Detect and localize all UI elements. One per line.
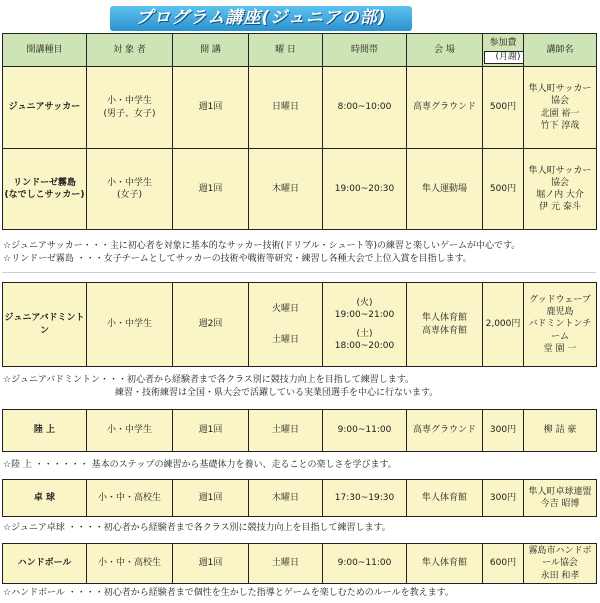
row-target: 小・中学生 — [87, 410, 173, 452]
header-day: 曜 日 — [249, 34, 323, 67]
row-venue: 隼人体育館 高専体育館 — [407, 283, 483, 367]
row-time: (火) 19:00~21:00 (土) 18:00~20:00 — [323, 283, 407, 367]
note-lindose: ☆リンドーゼ霧島 ・・・女子チームとしてサッカーの技術や戦術等研究・練習し各種大会で上位入賞を目指します。 — [3, 254, 472, 264]
table-row — [3, 544, 597, 584]
table-row — [3, 480, 597, 517]
row-fee: 2,000円 — [483, 283, 524, 367]
row-sessions: 週1回 — [173, 410, 249, 452]
row-type: ジュニアバドミントン — [3, 283, 87, 367]
row-type: リンドーゼ霧島 (なでしこサッカー) — [3, 149, 87, 230]
row-type: 卓 球 — [3, 480, 87, 517]
row-target: 小・中・高校生 — [87, 544, 173, 584]
note-athletics: ☆陸 上 ・・・・・・ 基本のステップの練習から基礎体力を養い、走ることの楽しさを学びます。 — [3, 460, 397, 470]
row-sessions: 週1回 — [173, 67, 249, 149]
program-table-2 — [2, 282, 597, 367]
row-venue: 隼人体育館 — [407, 480, 483, 517]
row-instructor: 隼人町サッカー協会 北園 裕一 竹下 淳哉 — [524, 67, 597, 149]
row-day: 日曜日 — [249, 67, 323, 149]
row-fee: 300円 — [483, 480, 524, 517]
row-time: 17:30~19:30 — [323, 480, 407, 517]
header-type: 開講種目 — [3, 34, 87, 67]
program-table-1 — [2, 33, 597, 230]
row-day: 火曜日 土曜日 — [249, 283, 323, 367]
row-target: 小・中学生 — [87, 283, 173, 367]
header-fee-top: 参加費 — [489, 37, 517, 48]
row-instructor: 隼人町卓球連盟 今吉 昭博 — [524, 480, 597, 517]
row-venue: 高専グラウンド — [407, 410, 483, 452]
row-time: 8:00~10:00 — [323, 67, 407, 149]
row-sessions: 週1回 — [173, 544, 249, 584]
row-venue: 隼人運動場 — [407, 149, 483, 230]
row-time: 9:00~11:00 — [323, 544, 407, 584]
row-type: 陸 上 — [3, 410, 87, 452]
row-time: 9:00~11:00 — [323, 410, 407, 452]
row-day: 木曜日 — [249, 480, 323, 517]
program-table-4 — [2, 479, 597, 517]
row-sessions: 週2回 — [173, 283, 249, 367]
row-instructor: グッドウェーブ鹿児島 バドミントンチーム 堂 園 一 — [524, 283, 597, 367]
row-sessions: 週1回 — [173, 480, 249, 517]
note-handball: ☆ハンドボール ・・・・初心者から経験者まで個性を生かした指導とゲームを楽しむためのルールを教えます。 — [3, 588, 454, 598]
row-fee: 600円 — [483, 544, 524, 584]
table-row — [3, 410, 597, 452]
row-target: 小・中学生 (男子、女子) — [87, 67, 173, 149]
divider — [2, 272, 596, 273]
row-venue: 高専グラウンド — [407, 67, 483, 149]
table-row — [3, 67, 597, 149]
program-table-5 — [2, 543, 597, 584]
page-title: プログラム講座(ジュニアの部) — [135, 8, 387, 28]
row-instructor: 霧島市ハンドボール協会 永田 和孝 — [524, 544, 597, 584]
note-badminton-2: 練習・技術練習は全国・県大会で活躍している実業団選手を中心に行ないます。 — [115, 388, 439, 398]
header-instructor: 講師名 — [524, 34, 597, 67]
table-row — [3, 149, 597, 230]
row-day: 木曜日 — [249, 149, 323, 230]
row-instructor: 隼人町サッカー協会 堀ノ内 大介 伊 元 泰斗 — [524, 149, 597, 230]
row-fee: 500円 — [483, 67, 524, 149]
row-instructor: 柳 詰 豪 — [524, 410, 597, 452]
program-table-3 — [2, 409, 597, 452]
header-sessions: 開 講 — [173, 34, 249, 67]
header-row — [3, 34, 597, 67]
table-row — [3, 283, 597, 367]
row-venue: 隼人体育館 — [407, 544, 483, 584]
header-target: 対 象 者 — [87, 34, 173, 67]
note-soccer: ☆ジュニアサッカー・・・主に初心者を対象に基本的なサッカー技術(ドリブル・シュート等)の練習と楽しいゲームが中心です。 — [3, 241, 521, 251]
row-day: 土曜日 — [249, 544, 323, 584]
note-badminton: ☆ジュニアバドミントン・・・初心者から経験者まで各クラス別に競技力向上を目指して練習します。 — [3, 375, 415, 385]
header-fee — [483, 34, 524, 67]
row-fee: 300円 — [483, 410, 524, 452]
title-banner — [110, 6, 412, 31]
header-fee-sub: (月謝) — [484, 51, 524, 64]
header-venue: 会 場 — [407, 34, 483, 67]
row-time: 19:00~20:30 — [323, 149, 407, 230]
header-time: 時間帯 — [323, 34, 407, 67]
row-day: 土曜日 — [249, 410, 323, 452]
row-target: 小・中学生 (女子) — [87, 149, 173, 230]
row-type: ハンドボール — [3, 544, 87, 584]
row-fee: 500円 — [483, 149, 524, 230]
row-type: ジュニアサッカー — [3, 67, 87, 149]
note-tabletennis: ☆ジュニア卓球 ・・・・初心者から経験者まで各クラス別に競技力向上を目指して練習します。 — [3, 523, 391, 533]
row-sessions: 週1回 — [173, 149, 249, 230]
row-target: 小・中・高校生 — [87, 480, 173, 517]
